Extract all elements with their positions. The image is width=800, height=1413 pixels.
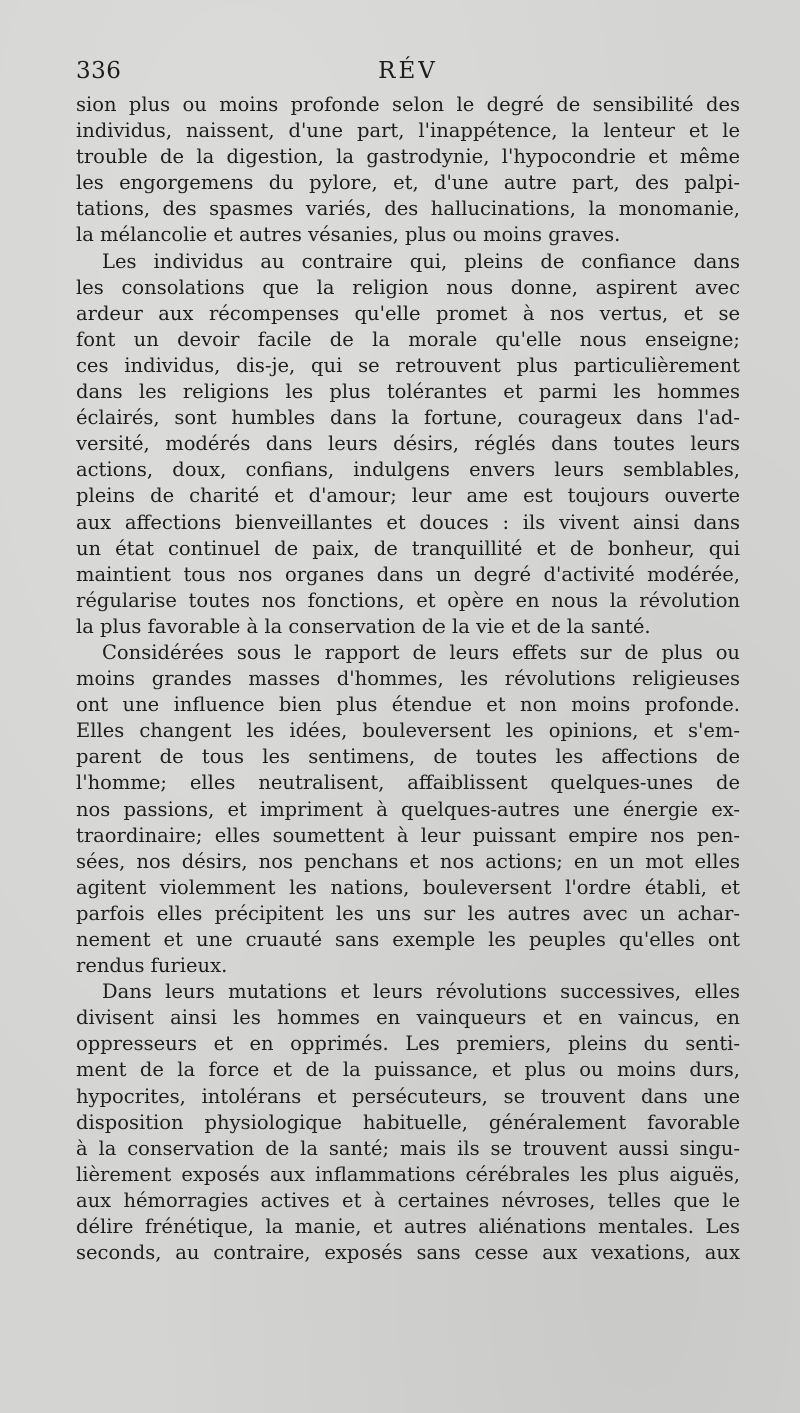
text-line: font un devoir facile de la morale qu'elle nous enseigne; bbox=[76, 327, 740, 351]
text-line: rendus furieux. bbox=[76, 954, 228, 978]
text-line: moins grandes masses d'hommes, les révolutions religieuses bbox=[76, 667, 740, 691]
text-line: individus, naissent, d'une part, l'inappétence, la lenteur et le bbox=[76, 119, 740, 143]
text-line: les engorgemens du pylore, et, d'une autre part, des palpi- bbox=[76, 171, 740, 195]
running-head: RÉV bbox=[378, 58, 438, 84]
text-line: Considérées sous le rapport de leurs effets sur de plus ou bbox=[102, 640, 740, 664]
text-line: hypocrites, intolérans et persécuteurs, se trouvent dans une bbox=[76, 1084, 740, 1108]
text-line: un état continuel de paix, de tranquillité et de bonheur, qui bbox=[76, 536, 740, 560]
text-line: dans les religions les plus tolérantes et parmi les hommes bbox=[76, 380, 740, 404]
body-text bbox=[76, 92, 740, 1266]
text-line: versité, modérés dans leurs désirs, réglés dans toutes leurs bbox=[76, 432, 740, 456]
text-line: traordinaire; elles soumettent à leur puissant empire nos pen- bbox=[76, 823, 740, 847]
text-line: sées, nos désirs, nos penchans et nos actions; en un mot elles bbox=[76, 849, 740, 873]
text-line: maintient tous nos organes dans un degré d'activité modérée, bbox=[76, 562, 740, 586]
text-line: trouble de la digestion, la gastrodynie, l'hypocondrie et même bbox=[76, 145, 740, 169]
text-line: tations, des spasmes variés, des hallucinations, la monomanie, bbox=[76, 197, 740, 221]
text-line: ment de la force et de la puissance, et plus ou moins durs, bbox=[76, 1058, 740, 1082]
text-line: Les individus au contraire qui, pleins de confiance dans bbox=[102, 249, 740, 273]
text-line: les consolations que la religion nous donne, aspirent avec bbox=[76, 275, 740, 299]
text-line: oppresseurs et en opprimés. Les premiers, pleins du senti- bbox=[76, 1032, 740, 1056]
text-line: Dans leurs mutations et leurs révolutions successives, elles bbox=[102, 980, 740, 1004]
text-line: l'homme; elles neutralisent, affaiblissent quelques-unes de bbox=[76, 771, 740, 795]
text-line: la mélancolie et autres vésanies, plus ou moins graves. bbox=[76, 223, 621, 247]
text-line: parfois elles précipitent les uns sur les autres avec un achar- bbox=[76, 901, 740, 925]
text-line: lièrement exposés aux inflammations cérébrales les plus aiguës, bbox=[76, 1162, 740, 1186]
text-line: éclairés, sont humbles dans la fortune, courageux dans l'ad- bbox=[76, 406, 740, 430]
text-line: divisent ainsi les hommes en vainqueurs et en vaincus, en bbox=[76, 1006, 740, 1030]
text-line: ardeur aux récompenses qu'elle promet à nos vertus, et se bbox=[76, 301, 740, 325]
text-line: délire frénétique, la manie, et autres aliénations mentales. Les bbox=[76, 1215, 740, 1239]
text-line: nement et une cruauté sans exemple les peuples qu'elles ont bbox=[76, 928, 740, 951]
page-header bbox=[76, 58, 740, 94]
text-line: sion plus ou moins profonde selon le degré de sensibilité des bbox=[76, 93, 740, 116]
text-line: à la conservation de la santé; mais ils se trouvent aussi singu- bbox=[76, 1136, 740, 1160]
text-line: ces individus, dis-je, qui se retrouvent plus particulièrement bbox=[76, 353, 740, 377]
text-line: Elles changent les idées, bouleversent les opinions, et s'em- bbox=[76, 719, 740, 743]
text-line: ont une influence bien plus étendue et non moins profonde. bbox=[76, 693, 740, 717]
text-line: aux affections bienveillantes et douces : ils vivent ainsi dans bbox=[76, 510, 740, 534]
text-line: nos passions, et impriment à quelques-autres une énergie ex- bbox=[76, 797, 740, 821]
text-line: la plus favorable à la conservation de la vie et de la santé. bbox=[76, 614, 651, 638]
text-line: pleins de charité et d'amour; leur ame est toujours ouverte bbox=[76, 484, 740, 508]
text-line: agitent violemment les nations, bouleversent l'ordre établi, et bbox=[76, 875, 740, 899]
text-line: seconds, au contraire, exposés sans cesse aux vexations, aux bbox=[76, 1241, 740, 1265]
text-line: parent de tous les sentimens, de toutes les affections de bbox=[76, 745, 740, 769]
text-line: régularise toutes nos fonctions, et opère en nous la révolution bbox=[76, 588, 740, 612]
text-line: aux hémorragies actives et à certaines névroses, telles que le bbox=[76, 1188, 740, 1212]
text-line: actions, doux, confians, indulgens envers leurs semblables, bbox=[76, 458, 740, 482]
text-line: disposition physiologique habituelle, généralement favorable bbox=[76, 1110, 740, 1134]
page-number: 336 bbox=[76, 58, 122, 84]
